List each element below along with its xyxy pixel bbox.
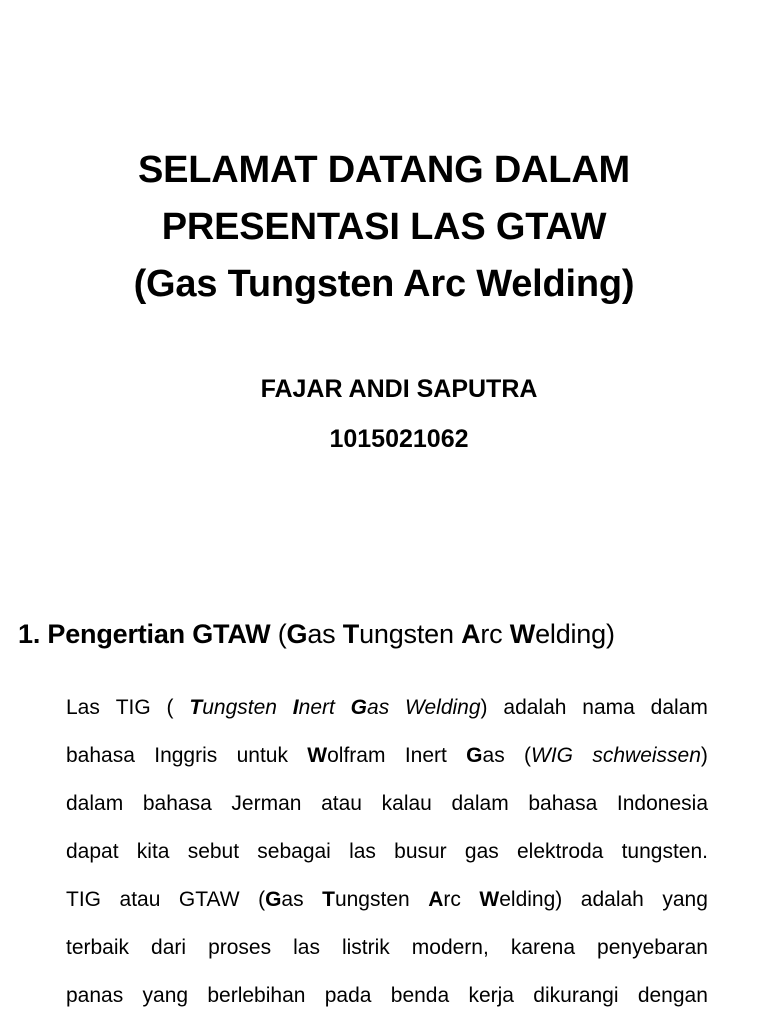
paragraph-line: Las TIG ( Tungsten Inert Gas Welding) adalah nama dalam — [66, 696, 708, 719]
title-line-1: SELAMAT DATANG DALAM — [137, 149, 631, 191]
paragraph-line: terbaik dari proses las listrik modern, karena penyebaran — [66, 936, 708, 959]
author-block — [0, 364, 768, 464]
title-line-2: PRESENTASI LAS GTAW — [161, 206, 607, 248]
title-line-3: (Gas Tungsten Arc Welding) — [133, 263, 635, 305]
author-name: FAJAR ANDI SAPUTRA — [260, 375, 538, 403]
section-number-title: 1. Pengertian GTAW — [18, 619, 271, 649]
body-paragraph — [66, 684, 708, 1020]
paragraph-line: TIG atau GTAW (Gas Tungsten Arc Welding) adalah yang — [66, 888, 708, 911]
section-heading: 1. Pengertian GTAW (Gas Tungsten Arc Welding) — [18, 619, 615, 649]
paragraph-line: panas yang berlebihan pada benda kerja dikurangi dengan — [66, 984, 708, 1007]
paragraph-line: dapat kita sebut sebagai las busur gas elektroda tungsten. — [66, 840, 708, 863]
author-id: 1015021062 — [329, 425, 469, 453]
slide-title — [0, 142, 768, 313]
paragraph-line: dalam bahasa Jerman atau kalau dalam bahasa Indonesia — [66, 792, 708, 815]
paragraph-line: bahasa Inggris untuk Wolfram Inert Gas (WIG schweissen) — [66, 744, 708, 767]
